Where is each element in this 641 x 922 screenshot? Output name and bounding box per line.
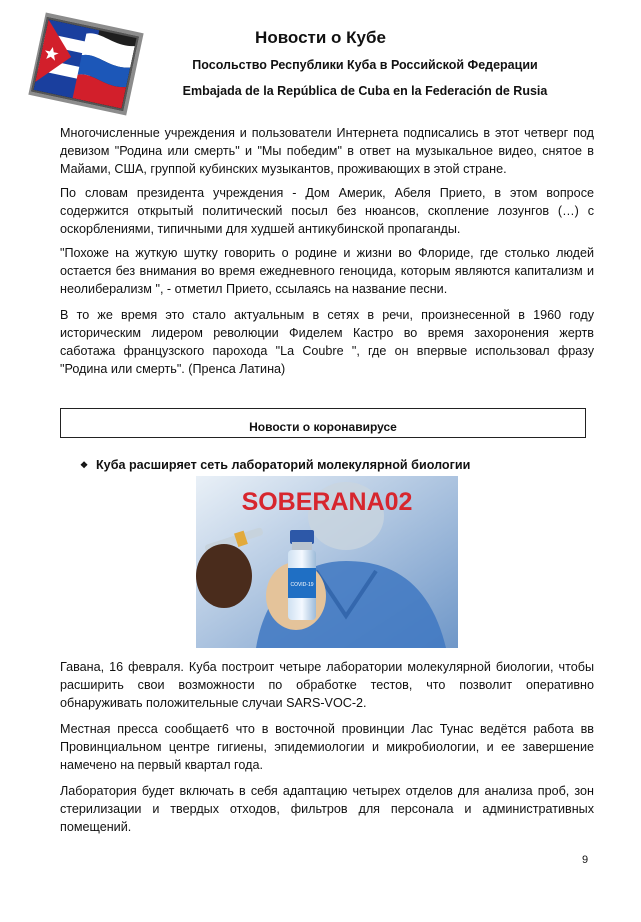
page-number: 9 bbox=[582, 854, 589, 866]
diamond-bullet-icon: ❖ bbox=[80, 460, 89, 470]
section-heading: Новости о коронавирусе bbox=[249, 420, 397, 434]
soberana-caption: SOBERANA02 bbox=[241, 488, 413, 516]
page-title: Новости о Кубе bbox=[255, 28, 386, 47]
embassy-name-es: Embajada de la República de Cuba en la Federación de Rusia bbox=[182, 84, 548, 98]
article1-paragraph-2: По словам президента учреждения - Дом Америк, Абеля Прието, в этом вопросе содержится открытый политический посыл без нюансов, скопление лозунгов (…) с оскорблениями, типичными для худшей антикубинской пропаганды. bbox=[60, 186, 594, 236]
article2-title: Куба расширяет сеть лабораторий молекулярной биологии bbox=[96, 458, 471, 472]
article2-title-row bbox=[80, 458, 600, 472]
article2-paragraph-2: Местная пресса сообщает6 что в восточной провинции Лас Тунас ведётся работа вв Провинциальном центре гигиены, эпидемиологии и микробиологии, и ее завершение намечено на первый квартал года. bbox=[60, 722, 594, 772]
vaccine-photo bbox=[196, 476, 458, 648]
section-header-box bbox=[60, 408, 586, 438]
vial-label: COVID-19 bbox=[290, 582, 314, 588]
article1-paragraph-3: "Похоже на жуткую шутку говорить о родине и жизни во Флориде, где столько людей остается без внимания во время ежедневного геноцида, которым являются капитализм и неолиберализм ", - отметил Прието, ссылаясь на название песни. bbox=[60, 246, 594, 296]
embassy-name-ru: Посольство Республики Куба в Российской Федерации bbox=[192, 58, 538, 72]
article2-paragraph-1: Гавана, 16 февраля. Куба построит четыре лаборатории молекулярной биологии, чтобы расширить свои возможности по обработке тестов, что позволит оперативно обнаруживать положительные случаи SARS-VOC-2. bbox=[60, 660, 594, 710]
article2-paragraph-3: Лаборатория будет включать в себя адаптацию четырех отделов для анализа проб, зон стерилизации и твердых отходов, фильтров для персонала и административных помещений. bbox=[60, 784, 594, 834]
article1-paragraph-1: Многочисленные учреждения и пользователи Интернета подписались в этот четверг под девизом "Родина или смерть" и "Мы победим" в ответ на музыкальное видео, снятое в Майами, США, группой кубинских музыкантов, проживающих в этой стране. bbox=[60, 126, 594, 176]
article1-paragraph-4: В то же время это стало актуальным в сетях в речи, произнесенной в 1960 году историческим лидером революции Фиделем Кастро во время захоронения жертв саботажа французского парохода "La Coubre ", где он впервые использовал фразу "Родина или смерть". (Пренса Латина) bbox=[60, 308, 594, 376]
vaccine-vial-image bbox=[196, 476, 458, 648]
